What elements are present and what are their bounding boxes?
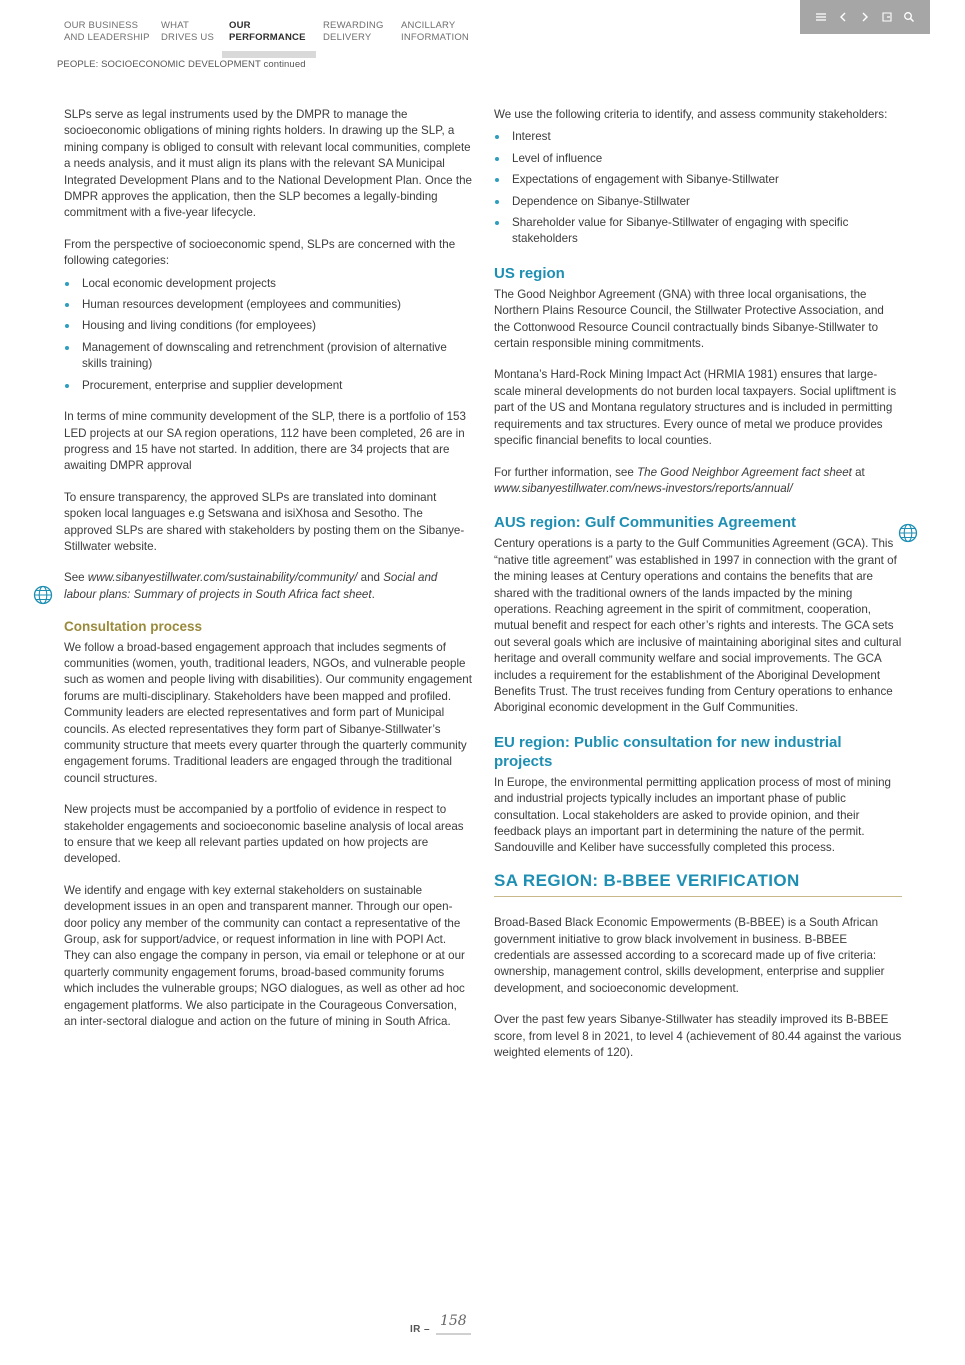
paragraph: In terms of mine community development of the SLP, there is a portfolio of 153 LED projects at our SA region operations, 112 have been completed, 26 are in progress and 15 have not started. In addition, there are 34 projects that are awaiting DMPR approval bbox=[64, 410, 466, 473]
nav-label: AND LEADERSHIP bbox=[64, 32, 150, 43]
text: and bbox=[357, 571, 384, 585]
aus-region-heading: AUS region: Gulf Communities Agreement bbox=[494, 514, 796, 532]
paragraph: Over the past few years Sibanye-Stillwater has steadily improved its B-BBEE score, from level 8 in 2021, to level 4 (achievement of 80.44 against the various weighted elements of 120). bbox=[494, 1013, 902, 1060]
text: at bbox=[851, 465, 865, 479]
nav-label: REWARDING bbox=[323, 20, 384, 31]
nav-label: PERFORMANCE bbox=[229, 32, 306, 43]
section-label-main: PEOPLE: SOCIOECONOMIC DEVELOPMENT bbox=[57, 59, 261, 70]
list-item: Procurement, enterprise and supplier development bbox=[64, 378, 472, 394]
stakeholder-criteria-list bbox=[494, 129, 902, 247]
paragraph: In Europe, the environmental permitting application process of most of mining and industrial projects typically includes an important phase of public consultation. Local stakeholders are asked to provide opinion, and their feedback plays an important part in determining the nature of the permit. Sandouville and Keliber have successfully completed this process. bbox=[494, 775, 891, 855]
nav-label: INFORMATION bbox=[401, 32, 469, 43]
list-item: Dependence on Sibanye-Stillwater bbox=[494, 194, 902, 210]
slp-categories-list bbox=[64, 276, 472, 394]
slp-fact-sheet-reference: Social and labour plans: Summary of projects in South Africa fact sheet bbox=[64, 571, 438, 601]
nav-our-performance[interactable] bbox=[222, 18, 316, 50]
nav-label: OUR bbox=[229, 20, 251, 31]
paragraph: Montana’s Hard-Rock Mining Impact Act (HRMIA 1981) ensures that large-scale mineral developments do not burden local taxpayers. Social upliftment is part of the US and Montana regulatory structures and is included in permitting requirements and tax structures. Every ounce of metal we produce provides specific financial benefits to local counties. bbox=[494, 368, 897, 448]
paragraph: We identify and engage with key external stakeholders on sustainable development issues in an open and transparent manner. Through our open-door policy any member of the community can contact a representative of the Group, ask for support/advice, or request information in line with POPI Act. They can also engage the company in person, via email or telephone or at our quarterly community engagement forums, broad-based community forums which includes the vulnerable groups; NGO dialogues, as well as other ad hoc engagement platforms. We also participate in the Courageous Conversation, an inter-sectoral dialogue and action on the future of mining in South Africa. bbox=[64, 883, 465, 1029]
nav-rewarding-delivery[interactable] bbox=[316, 18, 394, 50]
further-info-reference bbox=[494, 465, 902, 498]
list-item: Housing and living conditions (for employees) bbox=[64, 318, 472, 334]
page-toolbar bbox=[800, 0, 930, 34]
paragraph: We follow a broad-based engagement approach that includes segments of communities (women, youth, traditional leaders, NGOs, and vulnerable people such as women and people living with disabilities). Our community engagement forums are multi-disciplinary. Stakeholders have been mapped and profiled. Community leaders are elected representatives and form part of Municipal councils. As elected representatives they form part of Sibanye-Stillwater’s community structure that meets every quarter through the quarterly community engagement forums. Traditional leaders are engaged through the traditional council structures. bbox=[64, 640, 472, 785]
nav-our-business[interactable] bbox=[57, 18, 154, 50]
list-item: Management of downscaling and retrenchment (provision of alternative skills training) bbox=[64, 340, 472, 373]
list-item: Level of influence bbox=[494, 151, 902, 167]
text: See bbox=[64, 571, 88, 585]
text: For further information, see bbox=[494, 465, 638, 479]
section-nav bbox=[57, 18, 484, 50]
nav-label: DRIVES US bbox=[161, 32, 215, 43]
next-icon[interactable] bbox=[858, 10, 872, 24]
list-item: Human resources development (employees and communities) bbox=[64, 297, 472, 313]
nav-label: DELIVERY bbox=[323, 32, 372, 43]
gna-fact-sheet-reference: The Good Neighbor Agreement fact sheet bbox=[637, 465, 852, 479]
sa-bbbee-heading: SA REGION: B-BBEE VERIFICATION bbox=[494, 873, 902, 897]
search-icon[interactable] bbox=[902, 10, 916, 24]
right-column bbox=[494, 107, 902, 1076]
nav-ancillary-information[interactable] bbox=[394, 18, 484, 50]
nav-label: ANCILLARY bbox=[401, 20, 456, 31]
report-label: IR – bbox=[410, 1324, 430, 1335]
list-item: Shareholder value for Sibanye-Stillwater of engaging with specific stakeholders bbox=[494, 215, 902, 248]
paragraph: New projects must be accompanied by a portfolio of evidence in respect to stakeholder engagements and socioeconomic baseline analysis of local areas to ensure that we keep all relevant parties updated on how projects are developed. bbox=[64, 803, 464, 866]
paragraph: SLPs serve as legal instruments used by the DMPR to manage the socioeconomic obligations of mining rights holders. In drawing up the SLP, a mining company is obliged to consult with relevant local communities, complete a needs analysis, and it must align its plans with the relevant SA Municipal Integrated Development Plans and to the National Development Plan. Once the DMPR approves the application, then the SLP becomes a legally-binding commitment with a five-year lifecycle. bbox=[64, 108, 472, 220]
previous-icon[interactable] bbox=[836, 10, 850, 24]
text: . bbox=[371, 587, 375, 601]
annual-reports-link[interactable]: www.sibanyestillwater.com/news-investors/reports/annual/ bbox=[494, 481, 793, 495]
paragraph: The Good Neighbor Agreement (GNA) with three local organisations, the Northern Plains Resource Council, the Stillwater Protective Association, and the Cottonwood Resource Council contractually binds Sibanye-Stillwater to certain responsible mining commitments. bbox=[494, 287, 884, 351]
us-region-heading: US region bbox=[494, 264, 565, 282]
paragraph: From the perspective of socioeconomic spend, SLPs are concerned with the following categories: bbox=[64, 237, 456, 268]
eu-region-heading: EU region: Public consultation for new industrial projects bbox=[494, 733, 842, 770]
nav-label: OUR BUSINESS bbox=[64, 20, 139, 31]
consultation-heading: Consultation process bbox=[64, 619, 203, 635]
list-item: Interest bbox=[494, 129, 902, 145]
list-item: Local economic development projects bbox=[64, 276, 472, 292]
paragraph: We use the following criteria to identify, and assess community stakeholders: bbox=[494, 108, 888, 121]
section-label-continued: continued bbox=[263, 59, 306, 70]
page-number: 158 bbox=[436, 1313, 471, 1335]
see-reference bbox=[64, 570, 472, 603]
nav-what-drives-us[interactable] bbox=[154, 18, 222, 50]
globe-icon[interactable] bbox=[33, 585, 53, 605]
community-link[interactable]: www.sibanyestillwater.com/sustainability/community/ bbox=[87, 571, 358, 585]
return-icon[interactable] bbox=[880, 10, 894, 24]
list-item: Expectations of engagement with Sibanye-Stillwater bbox=[494, 172, 902, 188]
menu-icon[interactable] bbox=[814, 10, 828, 24]
nav-label: WHAT bbox=[161, 20, 190, 31]
paragraph: Century operations is a party to the Gulf Communities Agreement (GCA). This “native title agreement” was established in 1997 in connection with the grant of the mining leases at Century operations and contains the benefits that are shared with the traditional owners of the lands impacted by the mining operations. Reaching agreement in the spirit of commitment, cooperation, mutual benefit and respect for each other’s rights and interests. The GCA sets out several goals which are inclusive of maintaining aboriginal sites and cultural heritage and overall community welfare and social improvements. The GCA includes a requirement for the establishment of the Aboriginal Development Benefits Trust. The trust receives funding from Century operations to enhance Aboriginal economic development in the Gulf Communities. bbox=[494, 537, 902, 715]
paragraph: Broad-Based Black Economic Empowerments (B-BBEE) is a South African government initiative to grow black involvement in business. B-BBEE credentials are assessed according to a scorecard made up of five criteria: ownership, management control, skills development, enterprise and supplier development, and socioeconomic development. bbox=[494, 916, 885, 995]
section-label bbox=[57, 59, 306, 70]
page-footer bbox=[410, 1313, 471, 1335]
paragraph: To ensure transparency, the approved SLPs are translated into dominant spoken local languages e.g Setswana and isiXhosa and Sesotho. The approved SLPs are shared with stakeholders by posting them on the Sibanye-Stillwater website. bbox=[64, 490, 465, 553]
left-column bbox=[64, 107, 472, 1046]
